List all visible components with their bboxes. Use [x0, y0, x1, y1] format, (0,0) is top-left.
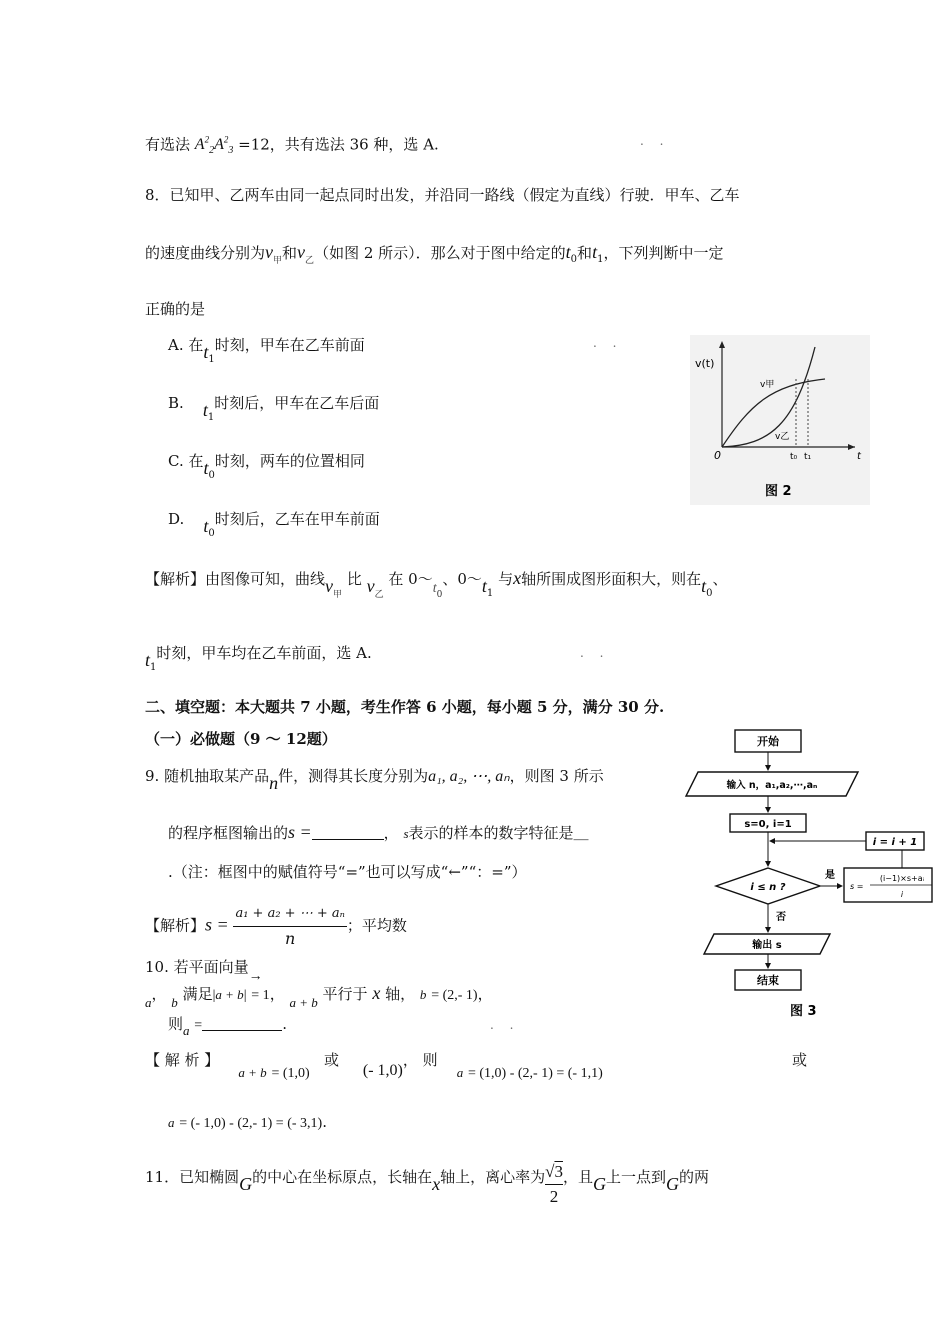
flow-init: s=0, i=1 [744, 819, 792, 830]
flow-update-num: (i−1)×s+aᵢ [879, 874, 925, 883]
q8-option-b: B. $t_1$时刻后，甲车在乙车后面 [168, 394, 380, 423]
q11-line: 11．已知椭圆G的中心在坐标原点，长轴在x轴上，离心率为 $\frac{√3}{2}$ ，且G上一点到G的两 [145, 1160, 709, 1209]
flow-output: 输出 s [752, 940, 782, 951]
q8-option-c: C. 在$t_0$时刻，两车的位置相同 [168, 452, 365, 481]
figure-3-flowchart [680, 728, 935, 1026]
section-2-subtitle: （一）必做题（9 ～ 12题） [145, 730, 337, 748]
flow-start: 开始 [757, 735, 779, 748]
mean-fraction: $\frac{\text{a₁ + a₂ + ⋯ + aₙ}}{n}$ [233, 902, 346, 951]
q8-analysis-line1: 【解析】由图像可知，曲线$v_甲$ 比 $v_乙$ 在 $0\sim t_0$、$0\sim t_1$ 与x轴所围成图形面积大，则在$t_0$、 [145, 568, 728, 600]
q8-line3: 正确的是 [145, 300, 206, 318]
q8-line2: 的速度曲线分别为$v_甲$和$v_乙$（如图 2 所示）．那么对于图中给定的$t_0$和$t_1$，下列判断中一定 [145, 242, 724, 266]
figure-3-caption: 图 3 [790, 1004, 817, 1019]
section-2-title: 二、填空题：本大题共 7 小题，考生作答 6 小题，每小题 5 分，满分 30 分. [145, 698, 665, 716]
flow-no: 否 [776, 912, 786, 923]
scan-dots: . . [640, 134, 670, 148]
perm-eq: =12 [233, 135, 270, 154]
label-v-jia: v甲 [760, 380, 775, 390]
q8-option-a: A. 在$t_1$时刻，甲车在乙车前面 [168, 336, 365, 365]
scan-dots: . . [593, 336, 623, 350]
q8-analysis-line2: $t_1$时刻，甲车均在乙车前面，选 A. [145, 644, 372, 673]
q8-line1: 8．已知甲、乙两车由同一起点同时出发，并沿同一路线（假定为直线）行驶．甲车、乙车 [145, 186, 740, 204]
q9-note: .（注：框图中的赋值符号“=”也可以写成“←”“：=”） [168, 863, 527, 881]
perm-a: $A^2_2A^2_3$ [194, 135, 234, 157]
flow-input: 输入 n，a₁,a₂,⋯,aₙ [726, 780, 818, 791]
flow-end: 结束 [757, 974, 779, 987]
flow-yes: 是 [825, 870, 835, 881]
q10-analysis-line1: 【 解 析 】 a + b = (1,0) 或 (- 1,0)， 则 a = (1,0) - (2,- 1) = (- 1,1) 或 [145, 1051, 807, 1081]
t0-label: t₀ [790, 452, 798, 462]
prev-answer-prefix: 有选法 [145, 135, 191, 154]
q10-analysis-line2: a = (- 1,0) - (2,- 1) = (- 3,1). [168, 1113, 327, 1131]
prev-answer-line [145, 128, 439, 163]
flow-increment: i = i + 1 [872, 837, 918, 848]
origin-label: 0 [714, 449, 721, 462]
flow-update-lhs: s = [850, 882, 864, 891]
scan-dots: . . [490, 1018, 520, 1032]
axis-label-t: t [857, 451, 861, 462]
q9-blank-1[interactable] [312, 825, 384, 840]
prev-answer-rest: ，共有选法 36 种，选 A. [269, 135, 439, 154]
q10-blank[interactable] [202, 1016, 282, 1031]
label-v-yi: v乙 [775, 432, 790, 442]
q9-line2: 的程序框图输出的s = ， s表示的样本的数字特征是＿ [168, 822, 589, 842]
axis-label-v: v(t) [695, 357, 715, 370]
eccentricity-fraction: $\frac{√3}{2}$ [545, 1162, 563, 1206]
q10-line2: 则a = . [168, 1015, 287, 1038]
q10-line1: 10. 若平面向量→ a， b 满足|a + b| = 1， a + b 平行于 x 轴， b = (2,- 1)， [145, 958, 493, 1010]
flow-condition: i ≤ n ? [750, 882, 786, 893]
q9-line1: 9. 随机抽取某产品n件，测得其长度分别为a₁, a₂, ⋯, aₙ，则图 3 所示 [145, 767, 604, 793]
q8-option-d: D. $t_0$时刻后，乙车在甲车前面 [168, 510, 380, 539]
t1-label: t₁ [804, 452, 812, 462]
figure-2-velocity-graph [690, 335, 870, 505]
q9-analysis: 【解析】s = $\frac{\text{a₁ + a₂ + ⋯ + aₙ}}{n}$ ；平均数 [145, 902, 407, 951]
scan-dots: . . [580, 646, 610, 660]
flow-update-den: i [900, 890, 904, 899]
figure-2-caption: 图 2 [765, 484, 792, 499]
